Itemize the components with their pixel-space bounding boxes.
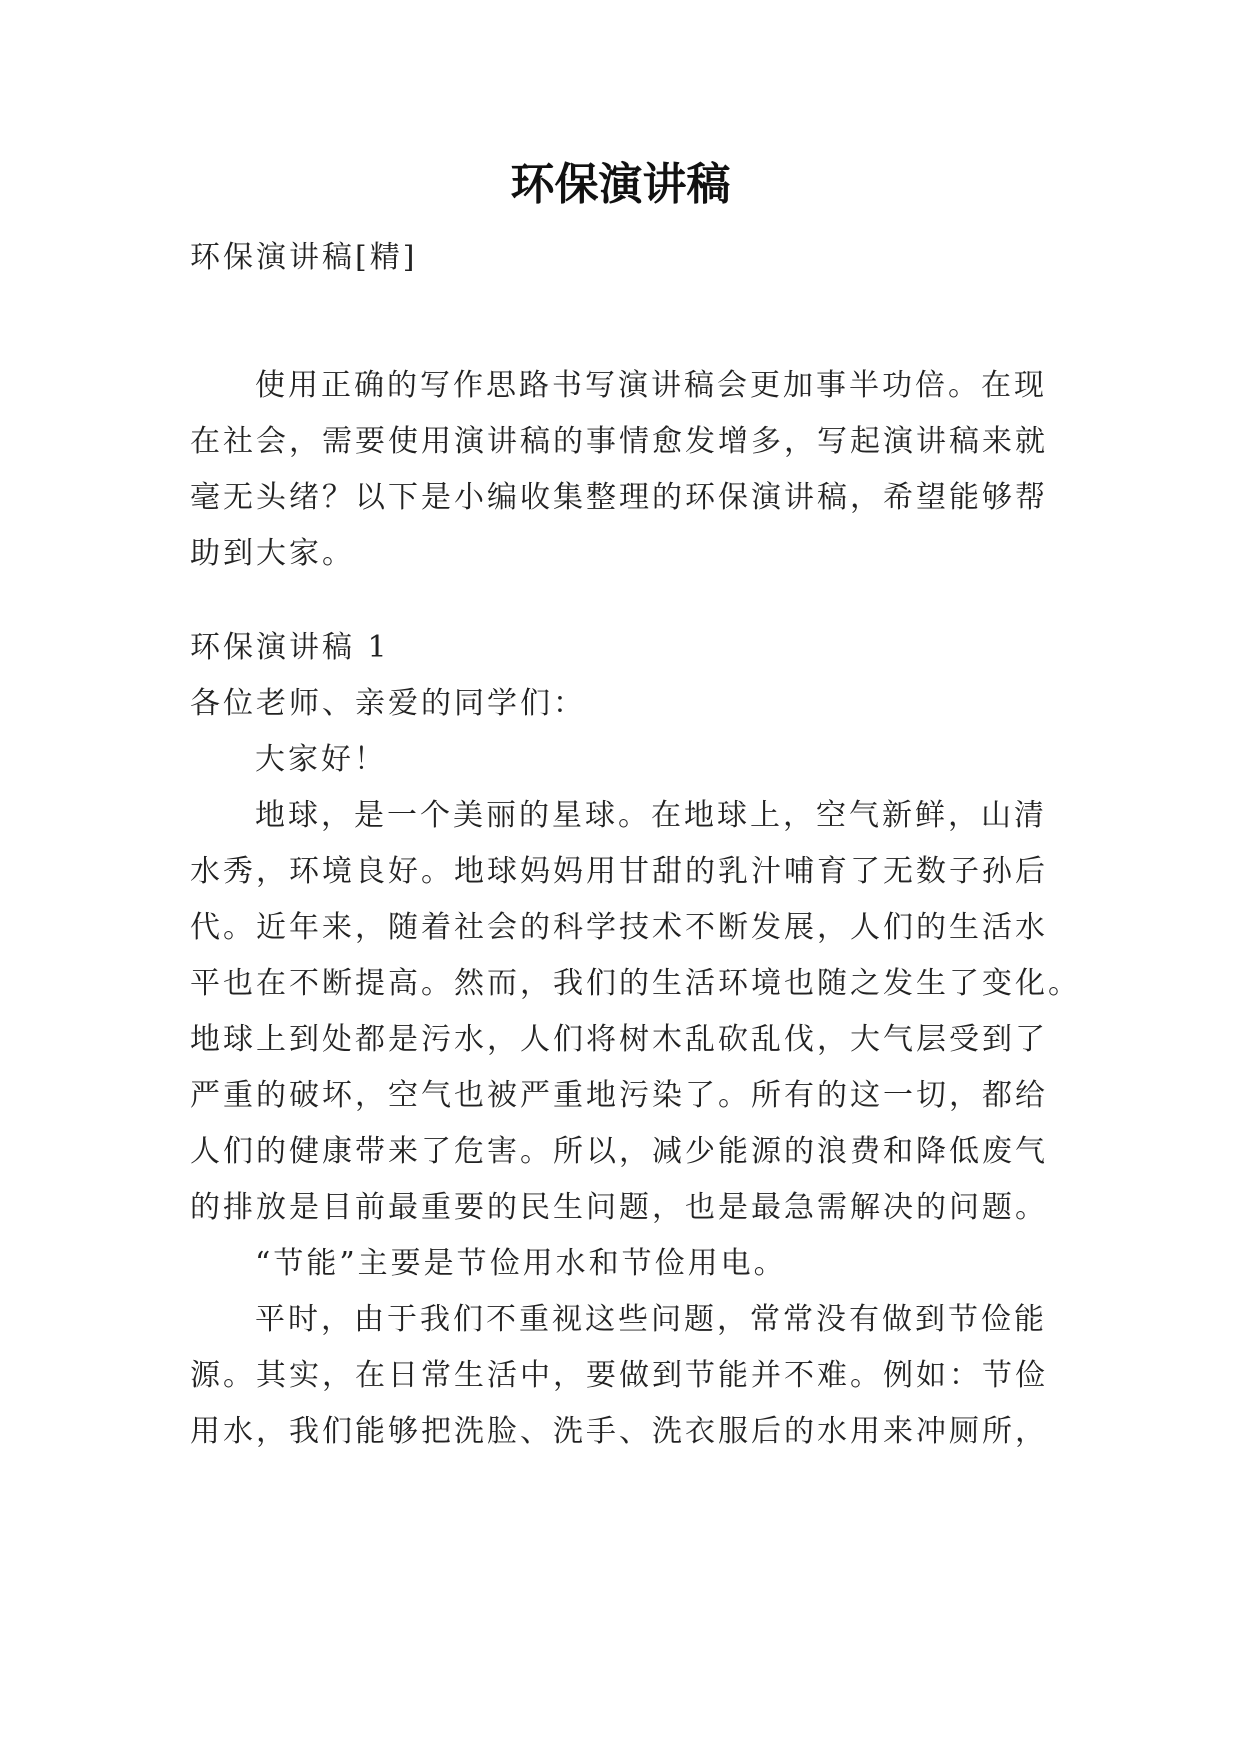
paragraph-energy-saving: “节能”主要是节俭用水和节俭用电。 (255, 1246, 787, 1281)
document-subtitle: 环保演讲稿[精] (190, 240, 418, 275)
paragraph-line: 平时，由于我们不重视这些问题，常常没有做到节俭能 (255, 1302, 1047, 1337)
intro-line: 毫无头绪？以下是小编收集整理的环保演讲稿，希望能够帮 (190, 480, 1048, 515)
paragraph-line: 水秀，环境良好。地球妈妈用甘甜的乳汁哺育了无数子孙后 (190, 854, 1048, 889)
paragraph-line: 平也在不断提高。然而，我们的生活环境也随之发生了变化。 (190, 966, 1081, 1001)
section-heading: 环保演讲稿 1 (190, 630, 390, 665)
greeting: 大家好！ (255, 742, 387, 777)
salutation: 各位老师、亲爱的同学们： (190, 686, 586, 721)
paragraph-line: 代。近年来，随着社会的科学技术不断发展，人们的生活水 (190, 910, 1048, 945)
paragraph-line: 人们的健康带来了危害。所以，减少能源的浪费和降低废气 (190, 1134, 1048, 1169)
document-title: 环保演讲稿 (510, 159, 731, 210)
intro-line: 在社会，需要使用演讲稿的事情愈发增多，写起演讲稿来就 (190, 424, 1048, 459)
paragraph-line: 严重的破坏，空气也被严重地污染了。所有的这一切，都给 (190, 1078, 1048, 1113)
intro-line: 助到大家。 (190, 536, 355, 571)
paragraph-line: 地球上到处都是污水，人们将树木乱砍乱伐，大气层受到了 (190, 1022, 1048, 1057)
paragraph-line: 的排放是目前最重要的民生问题，也是最急需解决的问题。 (190, 1190, 1048, 1225)
intro-line: 使用正确的写作思路书写演讲稿会更加事半功倍。在现 (255, 368, 1047, 403)
paragraph-line: 用水，我们能够把洗脸、洗手、洗衣服后的水用来冲厕所， (190, 1414, 1048, 1449)
paragraph-line: 源。其实，在日常生活中，要做到节能并不难。例如：节俭 (190, 1358, 1048, 1393)
paragraph-line: 地球，是一个美丽的星球。在地球上，空气新鲜，山清 (255, 798, 1047, 833)
